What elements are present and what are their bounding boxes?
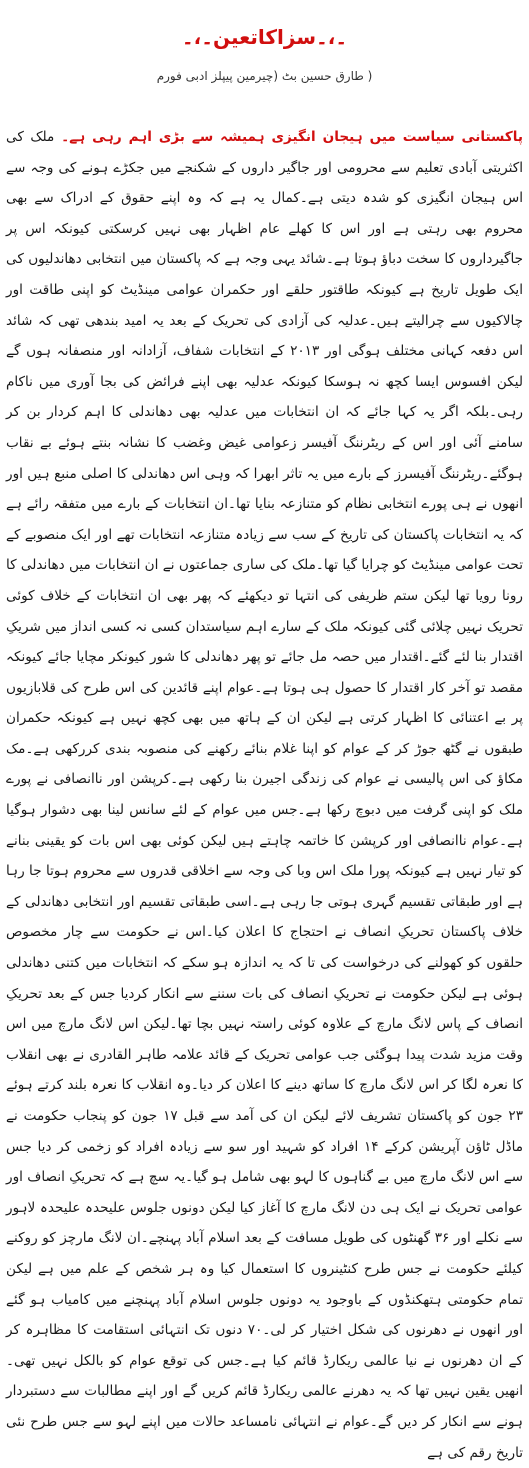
article-text: ملک کی اکثریتی آبادی تعلیم سے محرومی اور جاگیر داروں کے شکنجے میں جکڑے ہونے کی وجہ سے اس ہیجان انگیزی کو شدہ دیتی ہے۔کمال یہ ہے کہ وہ اپنے حقوق کے ادراک سے بھی محروم بھی رہتی ہے اور اس کا کھلے عام اظہار بھی نہیں کرسکتی کیونکہ اس پر جاگیرداروں کا سخت دباؤ ہوتا ہے۔شائد یہی وجہ ہے کہ پاکستان میں انتخابی دھاندلیوں کی ایک طویل تاریخ ہے کیونکہ طاقتور حلقے اور حکمران عوامی مینڈیٹ کو اپنی طاقت اور چالاکیوں سے چرالیتے ہیں۔عدلیہ کی آزادی کی تحریک کے بعد یہ امید بندھی تھی کہ شائد اس دفعہ کہانی مختلف ہوگی اور ۲۰۱۳ کے انتخابات شفاف، آزادانہ اور منصفانہ ہوں گے لیکن افسوس ایسا کچھ نہ ہوسکا کیونکہ عدلیہ بھی اپنے فرائض کی بجا آوری میں ناکام رہی۔بلکہ اگر یہ کہا جائے کہ ان انتخابات میں عدلیہ بھی دھاندلی کا اہم کردار بن کر سامنے آئی اور اس کے ریٹرننگ آفیسر زعوامی غیض وغضب کا نشانہ بنتے ہوئے بے نقاب ہوگئے۔ریٹرننگ آفیسرز کے بارے میں یہ تاثر ابھرا کہ وہی اس دھاندلی کا اصلی منبع ہیں اور انھوں نے ہی پورے انتخابی نظام کو متنازعہ بنایا تھا۔ان انتخابات کے بارے میں متفقہ رائے ہے کہ یہ انتخابات پاکستان کی تاریخ کے سب سے زیادہ متنازعہ انتخابات تھے اور ایک منصوبے کے تحت عوامی مینڈیٹ کو چرایا گیا تھا۔ملک کی ساری جماعتوں نے ان انتخابات میں دھاندلی کا رونا رویا تھا لیکن ستم ظریفی کی انتہا تو دیکھئے کہ پھر بھی ان انتخابات کے خلاف کوئی تحریک نہیں چلائی گئی کیونکہ ملک کے سارے اہم سیاستدان کسی نہ کسی انداز میں شریکِ اقتدار بنا لئے گئے۔اقتدار میں حصہ مل جائے تو پھر دھاندلی کا شور کیونکر مچایا جائے کیونکہ مقصد تو آخر کار اقتدار کا حصول ہی ہوتا ہے۔عوام اپنے قائدین کی اس طرح کی قلابازیوں پر بے اعتنائی کا اظہار کرتی ہے لیکن ان کے ہاتھ میں بھی کچھ نہیں ہے کیونکہ حکمران طبقوں نے گٹھ جوڑ کر کے عوام کو اپنا غلام بنائے رکھنے کی منصوبہ بندی کررکھی ہے۔مک مکاؤ کی اس پالیسی نے عوام کی زندگی اجیرن بنا رکھی ہے۔کرپشن اور ناانصافی نے پورے ملک کو اپنی گرفت میں دبوچ رکھا ہے۔جس میں عوام کے لئے سانس لینا بھی دشوار ہوگیا ہے۔عوام ناانصافی اور کرپشن کا خاتمہ چاہتے ہیں لیکن کوئی بھی اس بات کو یقینی بنانے کو تیار نہیں ہے کیونکہ پورا ملک اس وبا کی وجہ سے اخلاقی قدروں سے محروم ہوتا جا رہا ہے اور طبقاتی تقسیم گہری ہوتی جا رہی ہے۔اسی طبقاتی تقسیم اور انتخابی دھاندلی کے خلاف پاکستان تحریکِ انصاف نے احتجاج کا اعلان کیا۔اس نے حکومت سے چار مخصوص حلقوں کو کھولنے کی درخواست کی تا کہ یہ اندازہ ہو سکے کہ انتخابات میں کتنی دھاندلی ہوئی ہے لیکن حکومت نے تحریکِ انصاف کی بات سننے سے انکار کردیا جس کے بعد تحریکِ انصاف کے پاس لانگ مارچ کے علاوہ کوئی راستہ نہیں بچا تھا۔لیکن اس لانگ مارچ میں اس وقت مزید شدت پیدا ہوگئی جب عوامی تحریک کے قائد علامہ طاہر القادری نے بھی انقلاب کا نعرہ لگا کر اس لانگ مارچ کا ساتھ دینے کا اعلان کر دیا۔وہ انقلاب کا نعرہ بلند کرتے ہوئے ۲۳ جون کو پاکستان تشریف لائے لیکن ان کی آمد سے قبل ۱۷ جون کو پنجاب حکومت نے ماڈل ٹاؤن آپریشن کرکے ۱۴ افراد کو شہید اور سو سے زیادہ افراد کو زخمی کر دیا جس سے اس لانگ مارچ میں بے گناہوں کا لہو بھی شامل ہو گیا۔یہ سچ ہے کہ تحریکِ انصاف اور عوامی تحریک نے ایک ہی دن لانگ مارچ کا آغاز کیا لیکن دونوں جلوس علیحدہ علیحدہ لاہور سے نکلے اور ۳۶ گھنٹوں کی طویل مسافت کے بعد اسلام آباد پہنچے۔ان لانگ مارچز کو روکنے کیلئے حکومت نے جس طرح کنٹینروں کا استعمال کیا وہ ہر شخص کے علم میں ہے لیکن تمام حکومتی ہتھکنڈوں کے باوجود یہ دونوں جلوس اسلام آباد پہنچنے میں کامیاب ہو گئے اور انھوں نے دھرنوں کی شکل اختیار کر لی۔۷۰ دنوں تک انتہائی استقامت کا مظاہرہ کر کے ان دھرنوں نے نیا عالمی ریکارڈ قائم کیا ہے۔جس کی توقع عوام کو بالکل نہیں تھی۔انھیں یقین نہیں تھا کہ یہ دھرنے عالمی ریکارڈ قائم کریں گے اور اپنے مطالبات سے دستبردار ہونے سے انکار کر دیں گے۔عوام نے انتہائی نامساعد حالات میں اپنے لہو سے جس طرح نئی تاریخ رقم کی ہے	[6, 129, 523, 1461]
article-title: ۔،۔سزاکاتعین۔،۔	[181, 25, 348, 49]
article-byline: ( طارق حسین بٹ (چیرمین پیپلز ادبی فورم	[156, 69, 373, 83]
article-body	[6, 122, 523, 1461]
article-lead: پاکستانی سیاست میں ہیجان انگیزی ہمیشہ سے بڑی اہم رہی ہے۔	[54, 129, 523, 145]
